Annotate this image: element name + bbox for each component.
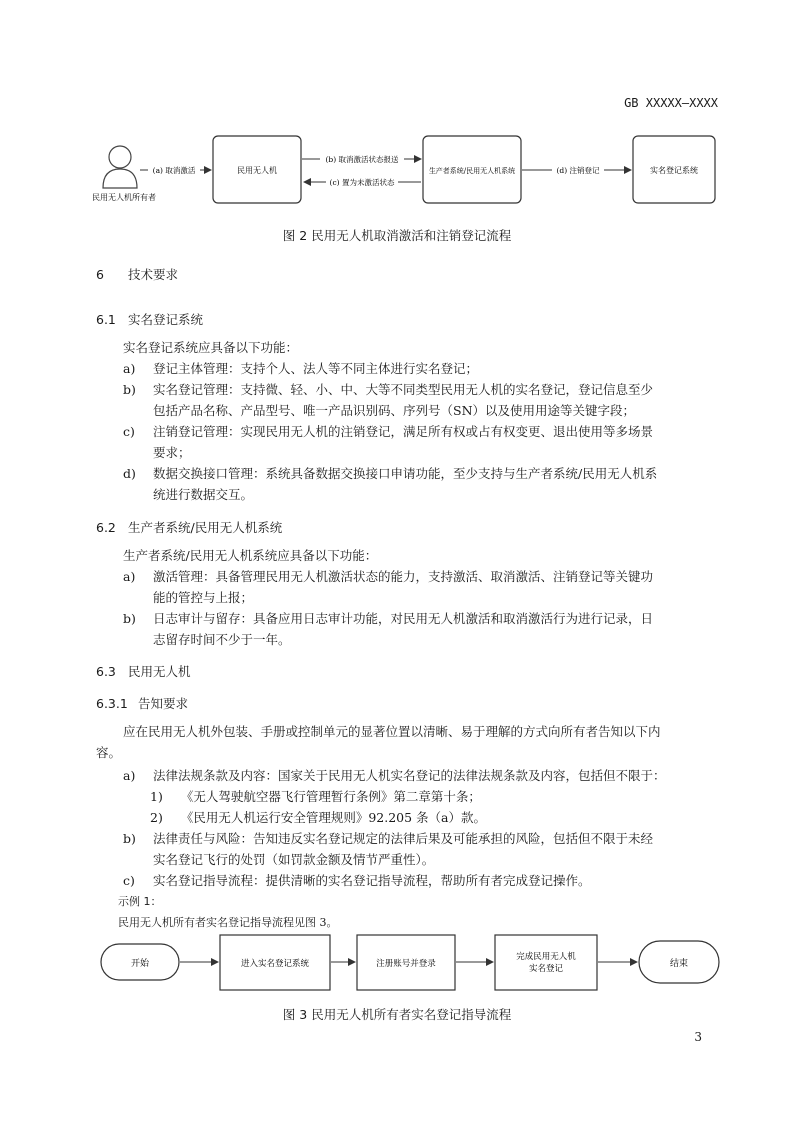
sub-item-text: 《无人驾驶航空器飞行管理暂行条例》第二章第十条； bbox=[180, 789, 481, 804]
item-label: d) bbox=[123, 466, 136, 481]
sub-item-label: 2) bbox=[150, 810, 163, 825]
item-line: 注销登记管理：实现民用无人机的注销登记，满足所有权或占有权变更、退出使用等多场景 bbox=[153, 424, 654, 439]
step-3-label-line-1: 完成民用无人机 bbox=[516, 952, 576, 962]
start-label: 开始 bbox=[130, 959, 150, 969]
item-line: 实名登记飞行的处罚（如罚款金额及情节严重性）。 bbox=[153, 852, 435, 867]
s6-1-intro: 实名登记系统应具备以下功能： bbox=[123, 340, 299, 355]
item-line: 统进行数据交互。 bbox=[153, 487, 254, 502]
item-line: 要求； bbox=[153, 445, 191, 460]
person-icon bbox=[103, 146, 137, 188]
arrow-d-label: (d) 注销登记 bbox=[556, 166, 600, 175]
item-label: c) bbox=[123, 424, 135, 439]
section-title: 技术要求 bbox=[128, 267, 179, 282]
section-number: 6.3.1 bbox=[96, 696, 128, 711]
item-line: 日志审计与留存：具备应用日志审计功能，对民用无人机激活和取消激活行为进行记录，日 bbox=[153, 611, 654, 626]
step-1-label: 进入实名登记系统 bbox=[240, 959, 310, 969]
owner-label: 民用无人机所有者 bbox=[92, 193, 156, 202]
end-label: 结束 bbox=[669, 959, 689, 969]
item-label: b) bbox=[123, 611, 136, 626]
arrow-a-label: (a) 取消激活 bbox=[152, 166, 196, 175]
item-line: 志留存时间不少于一年。 bbox=[153, 632, 291, 647]
item-line: 激活管理：具备管理民用无人机激活状态的能力，支持激活、取消激活、注销登记等关键功 bbox=[153, 569, 654, 584]
section-6-heading bbox=[96, 265, 178, 283]
figure-3-diagram bbox=[0, 930, 794, 1000]
section-number: 6.1 bbox=[96, 312, 116, 327]
section-number: 6 bbox=[96, 267, 104, 282]
figure-2-caption: 图 2 民用无人机取消激活和注销登记流程 bbox=[282, 228, 512, 243]
section-number: 6.2 bbox=[96, 520, 116, 535]
sub-item bbox=[150, 786, 481, 807]
arrow-b-label: (b) 取消激活状态报送 bbox=[325, 155, 399, 164]
section-6-3-heading bbox=[96, 662, 191, 680]
section-number: 6.3 bbox=[96, 664, 116, 679]
item-line: 法律法规条款及内容：国家关于民用无人机实名登记的法律法规条款及内容，包括但不限于： bbox=[153, 768, 666, 783]
sub-item-text: 《民用无人机运行安全管理规则》92.205 条（a）款。 bbox=[180, 810, 486, 825]
item-label: b) bbox=[123, 831, 136, 846]
item-line: 包括产品名称、产品型号、唯一产品识别码、序列号（SN）以及使用用途等关键字段； bbox=[153, 403, 636, 418]
item-line: 实名登记指导流程：提供清晰的实名登记指导流程，帮助所有者完成登记操作。 bbox=[153, 873, 591, 888]
example-title: 示例 1： bbox=[118, 895, 162, 908]
item-label: c) bbox=[123, 873, 135, 888]
figure-3-caption: 图 3 民用无人机所有者实名登记指导流程 bbox=[282, 1007, 512, 1022]
step-3-label-line-2: 实名登记 bbox=[528, 964, 564, 974]
s6-3-1-para-line: 应在民用无人机外包装、手册或控制单元的显著位置以清晰、易于理解的方式向所有者告知以下内 bbox=[123, 724, 661, 739]
item-label: a) bbox=[123, 361, 136, 376]
section-title: 生产者系统/民用无人机系统 bbox=[128, 520, 283, 535]
item-line: 数据交换接口管理：系统具备数据交换接口申请功能，至少支持与生产者系统/民用无人机系 bbox=[153, 466, 658, 481]
sub-item-label: 1) bbox=[150, 789, 163, 804]
s6-2-intro: 生产者系统/民用无人机系统应具备以下功能： bbox=[123, 548, 378, 563]
section-6-1-heading bbox=[96, 310, 203, 328]
item-label: a) bbox=[123, 768, 136, 783]
standard-code: GB XXXXX—XXXX bbox=[624, 96, 718, 110]
figure-2-diagram bbox=[0, 0, 794, 215]
item-line: 实名登记管理：支持微、轻、小、中、大等不同类型民用无人机的实名登记，登记信息至少 bbox=[153, 382, 654, 397]
section-title: 告知要求 bbox=[138, 696, 189, 711]
item-line: 能的管控与上报； bbox=[153, 590, 254, 605]
manufacturer-system-label: 生产者系统/民用无人机系统 bbox=[428, 167, 516, 175]
registry-system-label: 实名登记系统 bbox=[650, 166, 698, 175]
page-number: 3 bbox=[694, 1030, 702, 1044]
sub-item bbox=[150, 807, 486, 828]
arrow-c-label: (c) 置为未激活状态 bbox=[329, 178, 395, 187]
section-title: 实名登记系统 bbox=[128, 312, 204, 327]
step-2-label: 注册账号并登录 bbox=[376, 959, 436, 969]
example-text: 民用无人机所有者实名登记指导流程见图 3。 bbox=[118, 916, 338, 929]
section-title: 民用无人机 bbox=[128, 664, 191, 679]
section-6-2-heading bbox=[96, 518, 282, 536]
section-6-3-1-heading bbox=[96, 694, 188, 712]
item-line: 登记主体管理：支持个人、法人等不同主体进行实名登记； bbox=[153, 361, 479, 376]
step-3-box bbox=[495, 935, 597, 990]
drone-box-label: 民用无人机 bbox=[237, 166, 277, 175]
item-label: a) bbox=[123, 569, 136, 584]
item-label: b) bbox=[123, 382, 136, 397]
item-line: 法律责任与风险：告知违反实名登记规定的法律后果及可能承担的风险，包括但不限于未经 bbox=[153, 831, 654, 846]
s6-3-1-para-line: 容。 bbox=[96, 745, 122, 760]
